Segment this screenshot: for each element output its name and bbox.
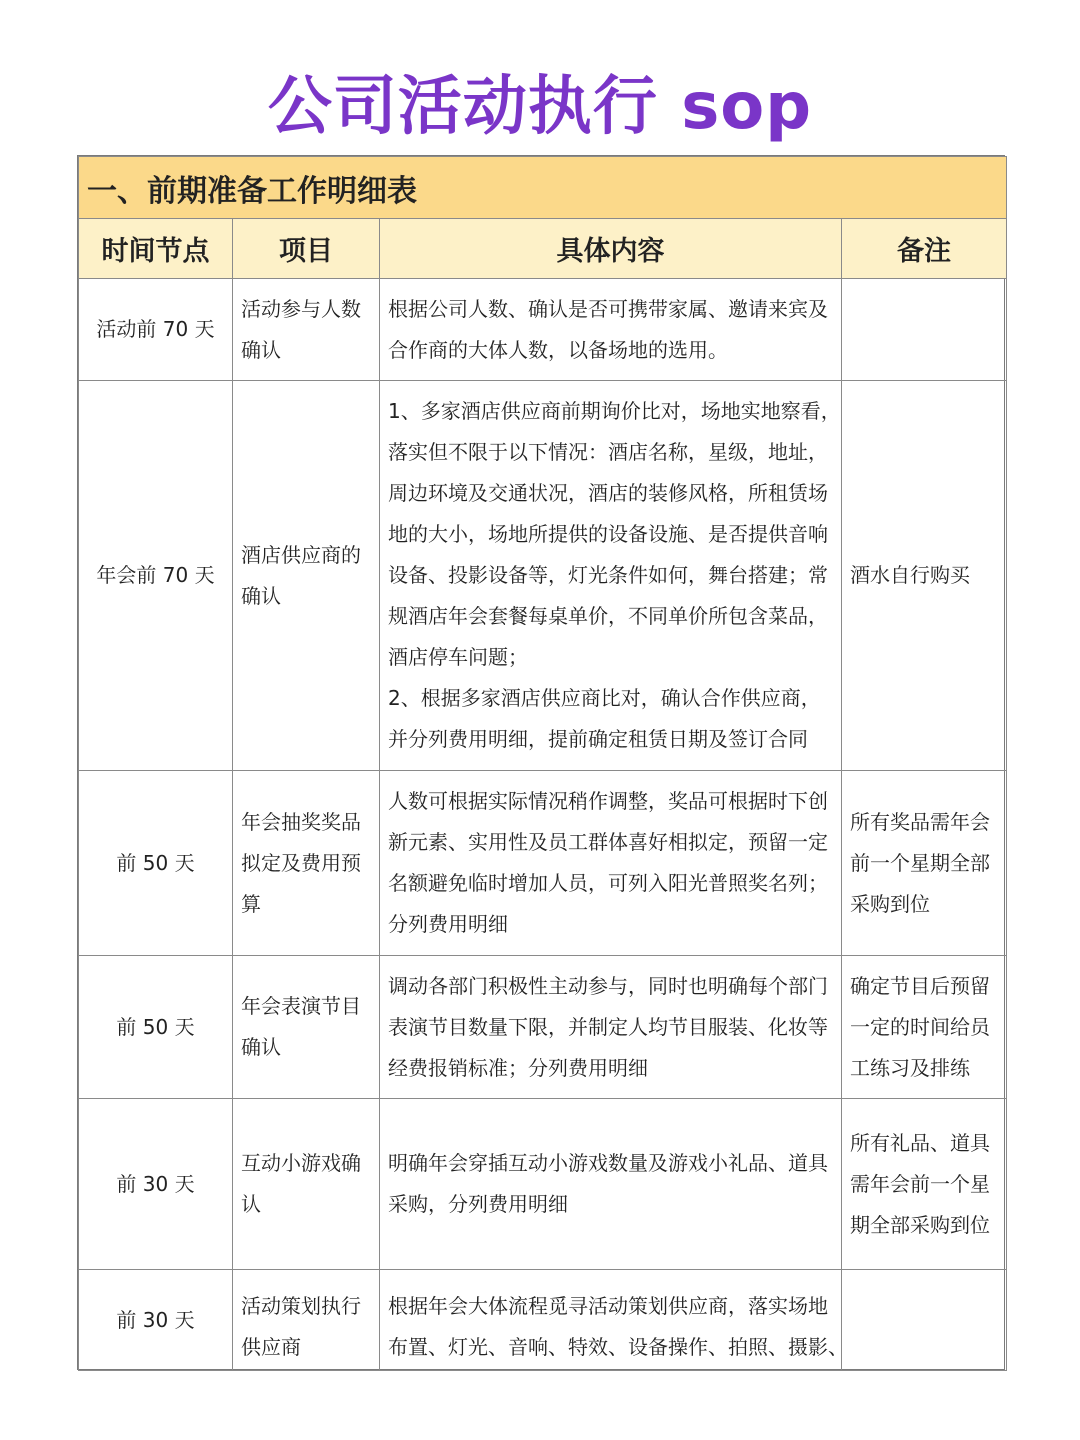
- cell-content-line: 酒店停车问题；: [388, 645, 528, 669]
- cell-note-line: 采购到位: [850, 891, 930, 916]
- cell-item-line: 确认: [241, 583, 281, 608]
- cell-content-line: 并分列费用明细，提前确定租赁日期及签订合同: [388, 727, 808, 751]
- cell-content-line: 2、根据多家酒店供应商比对，确认合作供应商，: [388, 686, 821, 710]
- cell-content-line: 落实但不限于以下情况：酒店名称，星级，地址，: [388, 440, 828, 464]
- cell-item-line: 供应商: [241, 1335, 301, 1359]
- cell-content-line: 经费报销标准；分列费用明细: [388, 1055, 648, 1080]
- cell-content-line: 调动各部门积极性主动参与，同时也明确每个部门: [388, 973, 828, 998]
- column-header-time: 时间节点: [79, 219, 233, 279]
- cell-note-line: 酒水自行购买: [850, 563, 970, 587]
- cell-item-line: 活动参与人数: [241, 296, 361, 321]
- column-header-row: [79, 219, 1007, 279]
- cell-time: 活动前 70 天: [79, 279, 233, 381]
- cell-content-line: 周边环境及交通状况，酒店的装修风格，所租赁场: [388, 481, 828, 505]
- cell-note-line: 前一个星期全部: [850, 850, 990, 875]
- cell-time: 前 50 天: [79, 956, 233, 1099]
- cell-note: [842, 279, 1007, 381]
- cell-content-line: 分列费用明细: [388, 912, 508, 936]
- cell-item: [233, 1099, 380, 1270]
- cell-content-line: 根据年会大体流程觅寻活动策划供应商，落实场地: [388, 1294, 828, 1318]
- cell-note: [842, 1099, 1007, 1270]
- cell-item: [233, 279, 380, 381]
- cell-content: [380, 279, 842, 381]
- table-row: [79, 381, 1007, 771]
- cell-item-line: 算: [241, 891, 261, 916]
- cell-time: 年会前 70 天: [79, 381, 233, 771]
- cell-item-line: 酒店供应商的: [241, 542, 361, 567]
- cell-note-line: 工练习及排练: [850, 1055, 970, 1080]
- table-row: [79, 1270, 1007, 1371]
- cell-content-line: 布置、灯光、音响、特效、设备操作、拍照、摄影、: [388, 1335, 848, 1359]
- cell-item-line: 确认: [241, 337, 281, 362]
- table-row: [79, 1099, 1007, 1270]
- column-header-note: 备注: [842, 219, 1007, 279]
- cell-note: [842, 381, 1007, 771]
- page-title: 公司活动执行 sop: [267, 70, 813, 144]
- cell-content: [380, 1270, 848, 1371]
- cell-content-line: 明确年会穿插互动小游戏数量及游戏小礼品、道具: [388, 1151, 828, 1175]
- cell-content-line: 名额避免临时增加人员，可列入阳光普照奖名列；: [388, 871, 828, 895]
- cell-content-line: 1、多家酒店供应商前期询价比对，场地实地察看，: [388, 399, 841, 423]
- cell-content-line: 合作商的大体人数，以备场地的选用。: [388, 337, 728, 362]
- cell-note-line: 需年会前一个星: [850, 1171, 990, 1196]
- cell-note-line: 所有奖品需年会: [850, 809, 990, 834]
- cell-content-line: 根据公司人数、确认是否可携带家属、邀请来宾及: [388, 296, 828, 321]
- column-header-content: 具体内容: [380, 219, 842, 279]
- cell-item-line: 年会表演节目: [241, 994, 361, 1018]
- cell-note: [842, 1270, 1007, 1371]
- cell-content-line: 设备、投影设备等，灯光条件如何，舞台搭建；常: [388, 563, 828, 587]
- cell-content-line: 采购，分列费用明细: [388, 1192, 568, 1216]
- cell-note-line: 一定的时间给员: [850, 1014, 990, 1039]
- cell-content: [380, 381, 842, 771]
- cell-note: [842, 956, 1007, 1099]
- cell-content: [380, 771, 842, 956]
- cell-note-line: 确定节目后预留: [850, 973, 990, 998]
- cell-content-line: 人数可根据实际情况稍作调整，奖品可根据时下创: [388, 789, 828, 813]
- table-row: [79, 771, 1007, 956]
- cell-item-line: 活动策划执行: [241, 1294, 361, 1318]
- cell-item: [233, 1270, 380, 1371]
- cell-item-line: 互动小游戏确: [241, 1151, 361, 1175]
- cell-content-line: 地的大小，场地所提供的设备设施、是否提供音响: [388, 522, 828, 546]
- cell-content-line: 表演节目数量下限，并制定人均节目服装、化妆等: [388, 1014, 828, 1039]
- cell-time: 前 30 天: [79, 1270, 233, 1371]
- cell-note-line: 所有礼品、道具: [850, 1130, 990, 1155]
- cell-item-line: 拟定及费用预: [241, 850, 361, 875]
- cell-item-line: 认: [241, 1192, 261, 1216]
- cell-item: [233, 771, 380, 956]
- table-row: [79, 956, 1007, 1099]
- cell-time: 前 30 天: [79, 1099, 233, 1270]
- cell-content-line: 新元素、实用性及员工群体喜好相拟定，预留一定: [388, 830, 828, 854]
- cell-content: [380, 956, 842, 1099]
- prep-work-table-container: [77, 155, 1005, 1370]
- cell-item-line: 年会抽奖奖品: [241, 809, 361, 834]
- prep-work-table: [78, 156, 1007, 1371]
- column-header-item: 项目: [233, 219, 380, 279]
- cell-item-line: 确认: [241, 1035, 281, 1059]
- table-row: [79, 279, 1007, 381]
- cell-content-line: 规酒店年会套餐每桌单价，不同单价所包含菜品，: [388, 604, 828, 628]
- cell-time: 前 50 天: [79, 771, 233, 956]
- section-heading: 一、前期准备工作明细表: [79, 157, 1007, 219]
- section-heading-row: [79, 157, 1007, 219]
- cell-note: [842, 771, 1007, 956]
- cell-item: [233, 381, 380, 771]
- cell-note-line: 期全部采购到位: [850, 1212, 990, 1237]
- cell-item: [233, 956, 380, 1099]
- cell-content: [380, 1099, 842, 1270]
